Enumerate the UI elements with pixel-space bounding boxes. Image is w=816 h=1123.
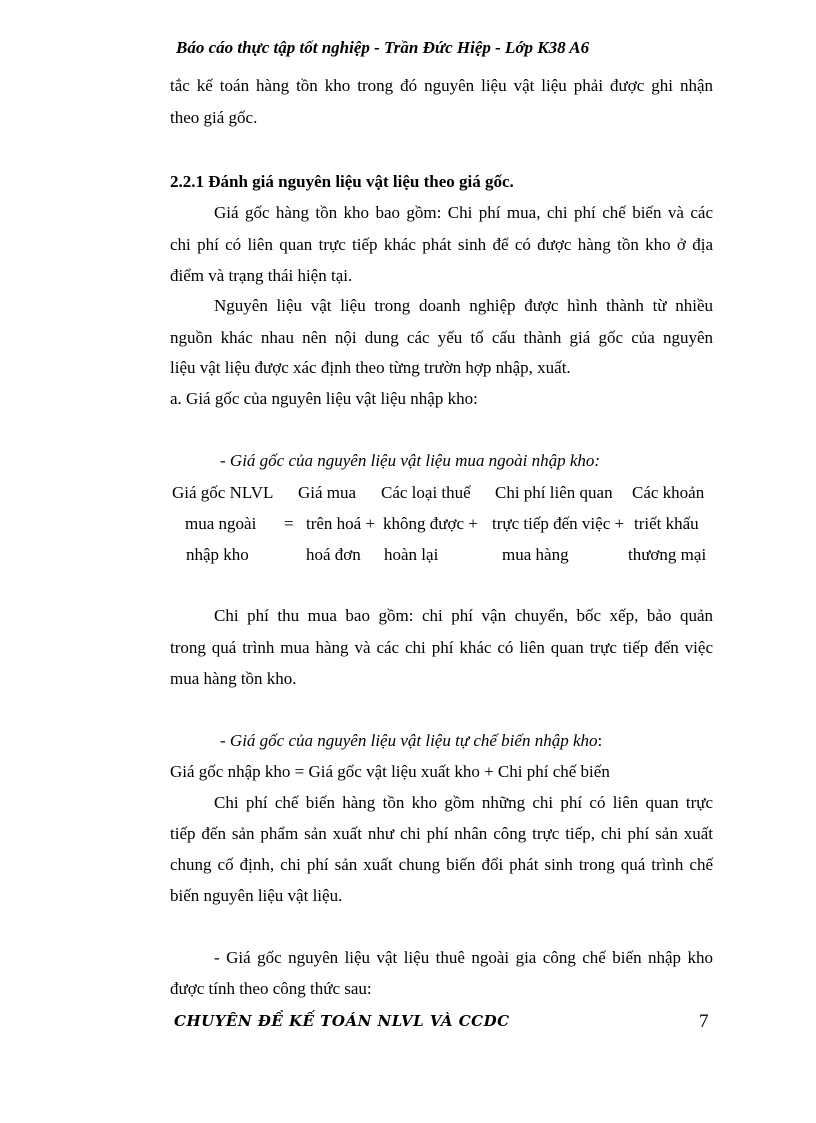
formula-cell: Chi phí liên quan bbox=[495, 483, 613, 502]
item-title-text: - Giá gốc của nguyên liệu vật liệu tự chế biến nhập kho bbox=[220, 731, 598, 750]
formula-cell: nhập kho bbox=[186, 545, 249, 564]
paragraph-line: nguồn khác nhau nên nội dung các yếu tố cấu thành giá gốc của nguyên bbox=[170, 328, 713, 347]
formula-cell: mua hàng bbox=[502, 545, 569, 564]
formula-cell: không được + bbox=[383, 514, 478, 533]
subsection-label: a. Giá gốc của nguyên liệu vật liệu nhập kho: bbox=[170, 389, 478, 408]
paragraph-line: điểm và trạng thái hiện tại. bbox=[170, 266, 353, 285]
formula-cell: hoá đơn bbox=[306, 545, 361, 564]
paragraph-line: Chi phí chế biến hàng tồn kho gồm những chi phí có liên quan trực bbox=[214, 793, 713, 812]
item-title: - Giá gốc của nguyên liệu vật liệu mua ngoài nhập kho: bbox=[220, 451, 601, 470]
paragraph-line: mua hàng tồn kho. bbox=[170, 669, 297, 688]
section-heading: 2.2.1 Đánh giá nguyên liệu vật liệu theo giá gốc. bbox=[170, 172, 514, 191]
formula-cell: mua ngoài bbox=[185, 514, 257, 533]
formula-line: Giá gốc nhập kho = Giá gốc vật liệu xuất kho + Chi phí chế biến bbox=[170, 762, 610, 781]
formula-cell: Giá mua bbox=[298, 483, 357, 502]
paragraph-line: - Giá gốc nguyên liệu vật liệu thuê ngoài gia công chế biến nhập kho bbox=[214, 948, 713, 967]
page-number: 7 bbox=[699, 1011, 709, 1032]
formula-cell: Các khoản bbox=[632, 483, 705, 502]
paragraph-line: theo giá gốc. bbox=[170, 108, 258, 127]
paragraph-line: Nguyên liệu vật liệu trong doanh nghiệp được hình thành từ nhiều bbox=[214, 296, 713, 315]
paragraph-line: Giá gốc hàng tồn kho bao gồm: Chi phí mua, chi phí chế biến và các bbox=[214, 203, 713, 222]
formula-cell: triết khấu bbox=[634, 514, 699, 533]
paragraph-line: Chi phí thu mua bao gồm: chi phí vận chuyển, bốc xếp, bảo quản bbox=[214, 606, 713, 625]
formula-cell: trực tiếp đến việc + bbox=[492, 514, 625, 533]
formula-cell: hoàn lại bbox=[384, 545, 439, 564]
item-title bbox=[220, 731, 602, 751]
page-header: Báo cáo thực tập tốt nghiệp - Trần Đức Hiệp - Lớp K38 A6 bbox=[176, 38, 590, 57]
formula-cell: trên hoá + bbox=[306, 514, 376, 533]
paragraph-line: tiếp đến sản phẩm sản xuất như chi phí nhân công trực tiếp, chi phí sản xuất bbox=[170, 824, 713, 843]
paragraph-line: chi phí có liên quan trực tiếp khác phát sinh để có được hàng tồn kho ở địa bbox=[170, 235, 713, 254]
paragraph-line: được tính theo công thức sau: bbox=[170, 979, 372, 998]
formula-cell: Giá gốc NLVL bbox=[172, 483, 274, 502]
footer-title: CHUYÊN ĐỀ KẾ TOÁN NLVL VÀ CCDC bbox=[174, 1012, 510, 1030]
paragraph-line: chung cố định, chi phí sản xuất chung biến đổi phát sinh trong quá trình chế bbox=[170, 855, 713, 874]
paragraph-line: liệu vật liệu được xác định theo từng trườn hợp nhập, xuất. bbox=[170, 358, 571, 377]
paragraph-line: tắc kế toán hàng tồn kho trong đó nguyên liệu vật liệu phải được ghi nhận bbox=[170, 76, 713, 95]
formula-cell: thương mại bbox=[628, 545, 707, 564]
formula-equals: = bbox=[284, 514, 294, 533]
paragraph-line: biến nguyên liệu vật liệu. bbox=[170, 886, 343, 905]
formula-cell: Các loại thuế bbox=[381, 483, 471, 502]
item-title-colon: : bbox=[597, 731, 603, 750]
paragraph-line: trong quá trình mua hàng và các chi phí khác có liên quan trực tiếp đến việc bbox=[170, 638, 713, 657]
